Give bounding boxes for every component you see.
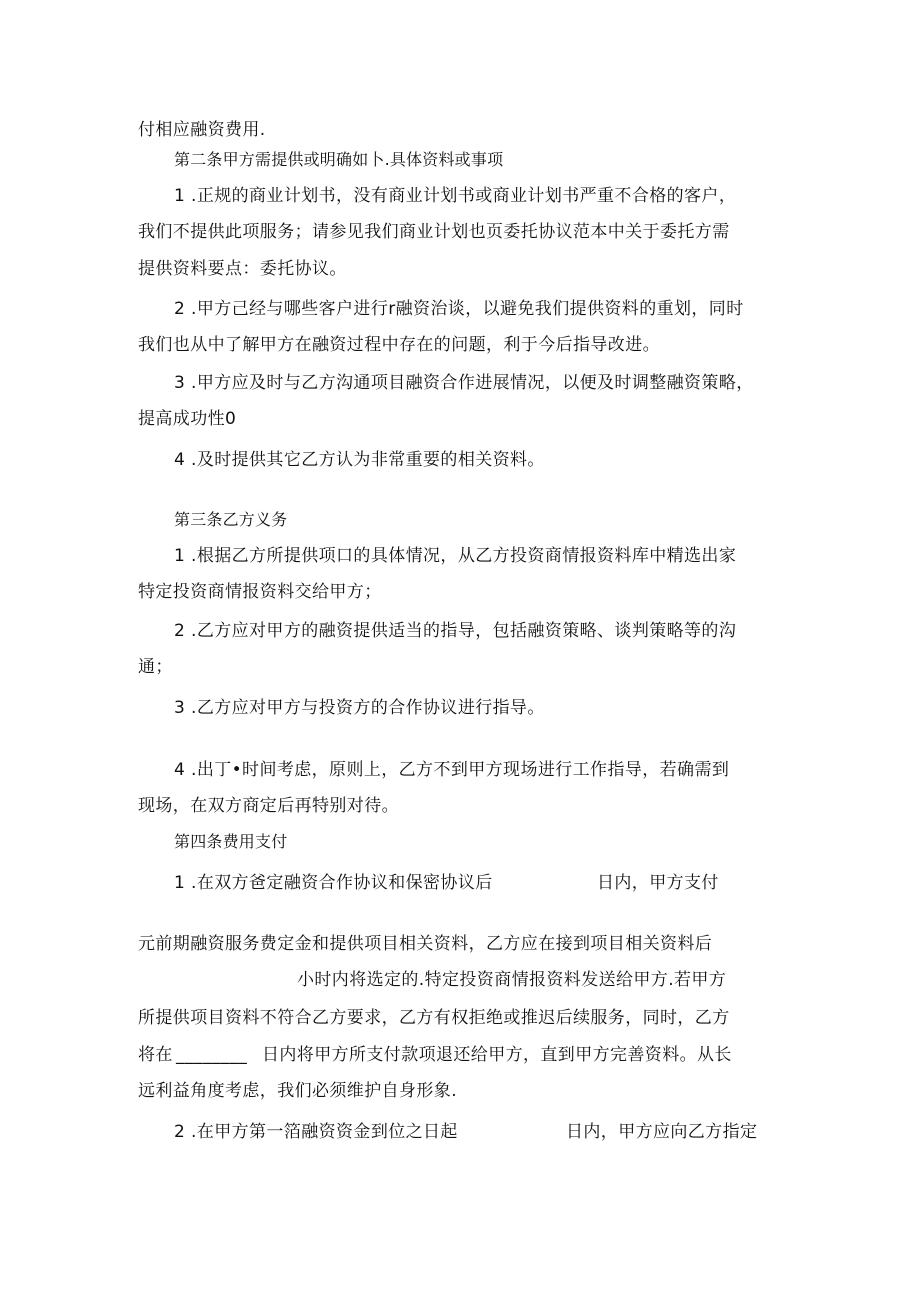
text-line: 日内，甲方应向乙方指定 <box>566 1122 758 1142</box>
text-line: 2 .乙方应对甲方的融资提供适当的指导，包括融资策略、谈判策略等的沟 <box>174 621 737 641</box>
text-line: 2 .在甲方第一箔融资资金到位之日起 <box>174 1122 458 1142</box>
text-line: 特定投资商情报资料交给甲方； <box>138 582 382 602</box>
text-line: 1 .根据乙方所提供项口的具体情况，从乙方投资商情报资料库中精选出家 <box>174 546 737 566</box>
text-line: 提高成功性0 <box>138 409 237 429</box>
text-line: 将在 <box>138 1045 173 1065</box>
text-line: 3 .甲方应及时与乙方沟通项目融资合作进展情况，以便及时调整融资策略， <box>174 373 754 393</box>
article-2-heading: 第二条甲方需提供或明确如卜.具体资料或事项 <box>174 150 504 169</box>
text-line: 元前期融资服务费定金和提供项目相关资料，乙方应在接到项目相关资料后 <box>138 934 713 954</box>
text-line: 我们不提供此项服务；请参见我们商业计划也页委托协议范本中关于委托方需 <box>138 222 730 242</box>
text-line: 日内，甲方支付 <box>597 873 719 893</box>
text-line: 1 .在双方爸定融资合作协议和保密协议后 <box>174 873 493 893</box>
article-4-heading: 第四条费用支付 <box>174 832 288 851</box>
text-line: 提供资料要点：委托协议。 <box>138 259 347 279</box>
text-line: 付相应融资费用. <box>138 120 266 140</box>
text-line: 3 .乙方应对甲方与投资方的合作协议进行指导。 <box>174 698 545 718</box>
text-line: 我们也从中了解甲方在融资过程中存在的问题，利于今后指导改进。 <box>138 335 660 355</box>
text-line: 小时内将选定的.特定投资商情报资料发送给甲方.若甲方 <box>297 970 727 990</box>
text-line: 2 .甲方己经与哪些客户进行r融资治谈，以避免我们提供资料的重划，同时 <box>174 299 744 319</box>
text-line: 日内将甲方所支付款项退还给甲方，直到甲方完善资料。从长 <box>262 1045 732 1065</box>
text-line: 通； <box>138 657 173 677</box>
text-line: 4 .出丁•时间考虑，原则上，乙方不到甲方现场进行工作指导，若确需到 <box>174 760 730 780</box>
text-line: 1 .正规的商业计划书，没有商业计划书或商业计划书严重不合格的客户， <box>174 186 737 206</box>
text-line: 现场，在双方商定后再特别对待。 <box>138 796 399 816</box>
text-line: 4 .及时提供其它乙方认为非常重要的相关资料。 <box>174 450 545 470</box>
text-line: 所提供项目资料不符合乙方要求，乙方有权拒绝或推迟后续服务，同时，乙方 <box>138 1008 730 1028</box>
text-line: 远利益角度考虑，我们必须维护自身形象. <box>138 1081 458 1101</box>
article-3-heading: 第三条乙方义务 <box>174 510 288 529</box>
blank-underline: ________ <box>176 1045 248 1065</box>
